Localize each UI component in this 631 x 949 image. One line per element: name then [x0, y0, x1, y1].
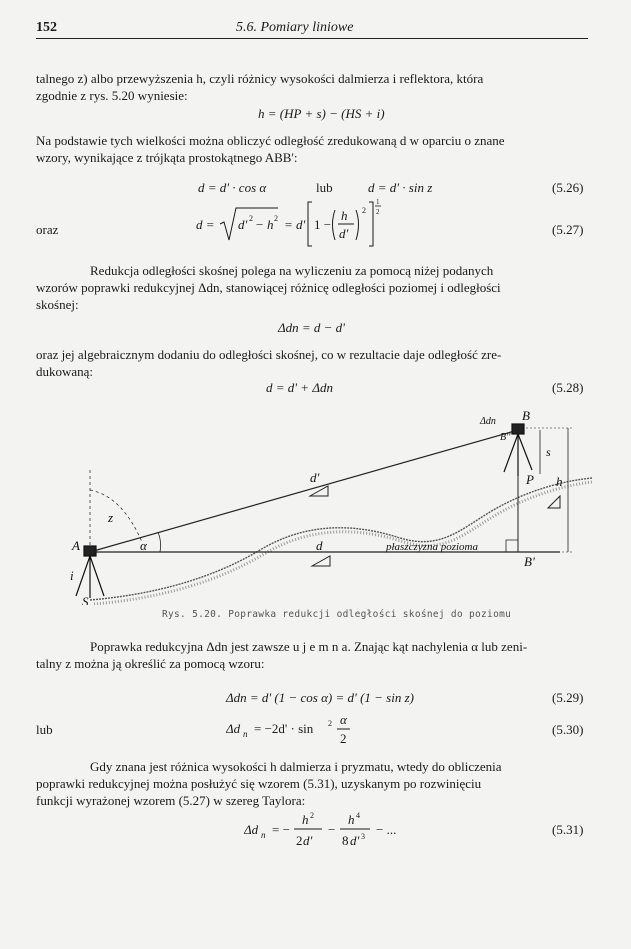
paragraph-line: funkcji wyrażonej wzorem (5.27) w szereg Taylora:: [36, 793, 306, 808]
svg-text:2: 2: [362, 206, 366, 215]
svg-text:−: −: [328, 822, 336, 837]
label-d: d: [316, 538, 323, 553]
svg-text:n: n: [261, 830, 266, 840]
svg-text:d': d': [339, 226, 349, 241]
label-i: i: [70, 568, 74, 583]
paragraph-6: [36, 758, 590, 809]
paragraph-line: wzory, wynikające z trójkąta prostokątnego ABB':: [36, 150, 298, 165]
triangle-symbol: [310, 486, 328, 496]
paragraph-line: Gdy znana jest różnica wysokości h dalmierza i pryzmatu, wtedy do obliczenia: [90, 759, 502, 774]
svg-text:2: 2: [249, 214, 253, 223]
svg-text:n: n: [243, 729, 248, 739]
terrain-profile: [90, 478, 592, 600]
header-rule: [36, 38, 588, 39]
equation-number: (5.29): [552, 690, 584, 705]
svg-text:2: 2: [310, 811, 314, 820]
paragraph-4: [36, 346, 590, 380]
svg-text:1 −: 1 −: [314, 217, 332, 232]
equation-5-30-side-word: lub: [36, 722, 53, 737]
paragraph-line: poprawki redukcyjnej można posłużyć się wzorem (5.31), uzyskanym po rozwinięciu: [36, 776, 482, 791]
tripod-A: [76, 546, 104, 598]
paragraph-line: Poprawka redukcyjna Δdn jest zawsze u j e m n a. Znając kąt nachylenia α lub zeni-: [90, 639, 528, 654]
equation-number: (5.26): [552, 180, 584, 195]
equation-5-30: [226, 710, 376, 754]
svg-text:d': d': [238, 217, 248, 232]
svg-text:h: h: [348, 812, 355, 827]
svg-text:8: 8: [342, 833, 349, 848]
zenith-arc: [90, 490, 142, 542]
label-dprime: d': [310, 470, 320, 485]
label-S: S: [82, 594, 89, 605]
label-dn: Δdn: [480, 416, 496, 427]
label-z: z: [108, 510, 114, 525]
svg-text:= −: = −: [272, 822, 290, 837]
svg-text:− ...: − ...: [376, 822, 397, 837]
figure-caption: Rys. 5.20. Poprawka redukcji odległości skośnej do poziomu: [162, 609, 512, 620]
label-alpha: α: [140, 538, 147, 553]
equation-dn: Δdn = d − d': [278, 320, 345, 335]
label-B: B: [522, 408, 530, 423]
equation-5-31: [244, 808, 424, 854]
paragraph-line: oraz jej algebraicznym dodaniu do odległości skośnej, co w rezultacie daje odległość zre-: [36, 347, 502, 362]
terrain-shade: [94, 482, 592, 604]
equation-h: h = (HP + s) − (HS + i): [258, 106, 385, 121]
paragraph-line: wzorów poprawki redukcyjnej Δdn, stanowiącej różnicę odległości poziomej i odległości: [36, 280, 501, 295]
alpha-arc: [158, 532, 161, 552]
section-title: 5.6. Pomiary liniowe: [236, 20, 354, 35]
paragraph-line: talny z można ją określić za pomocą wzoru:: [36, 656, 265, 671]
svg-text:Δd: Δd: [244, 822, 259, 837]
svg-text:α: α: [340, 712, 347, 727]
svg-text:2: 2: [274, 214, 278, 223]
page-number: 152: [36, 20, 57, 35]
svg-text:3: 3: [361, 832, 365, 841]
equation-number: (5.30): [552, 722, 584, 737]
equation-5-27: [194, 196, 384, 252]
svg-text:h: h: [302, 812, 309, 827]
svg-text:h: h: [267, 217, 274, 232]
equation-5-29: Δdn = d' (1 − cos α) = d' (1 − sin z): [226, 690, 414, 705]
label-A: A: [72, 538, 80, 553]
svg-text:d': d': [303, 833, 313, 848]
equation-5-27-side-word: oraz: [36, 222, 59, 237]
paragraph-line: dukowaną:: [36, 364, 94, 379]
paragraph-line: zgodnie z rys. 5.20 wyniesie:: [36, 88, 188, 103]
svg-text:Δd: Δd: [226, 721, 241, 736]
svg-text:= d': = d': [284, 217, 306, 232]
paragraph-line: Redukcja odległości skośnej polega na wyliczeniu za pomocą niżej podanych: [90, 263, 494, 278]
equation-5-26-left: d = d' · cos α: [198, 180, 267, 195]
label-plane: płaszczyzna pozioma: [386, 541, 478, 553]
figure-5-20: [60, 400, 600, 605]
svg-text:2: 2: [340, 731, 347, 746]
svg-text:2: 2: [296, 833, 303, 848]
svg-text:2: 2: [376, 208, 380, 216]
right-angle-mark: [506, 540, 518, 552]
label-h: h: [556, 474, 563, 489]
equation-number: (5.27): [552, 222, 584, 237]
label-Bpp: B'': [500, 432, 511, 443]
equation-5-26-right: d = d' · sin z: [368, 180, 433, 195]
svg-text:−: −: [256, 217, 264, 232]
svg-text:1: 1: [376, 198, 380, 206]
paragraph-line: Na podstawie tych wielkości można obliczyć odległość zredukowaną d w oparciu o znane: [36, 133, 505, 148]
equation-number: (5.28): [552, 380, 584, 395]
paragraph-line: talnego z) albo przewyższenia h, czyli różnicy wysokości dalmierza i reflektora, która: [36, 71, 484, 86]
paragraph-line: skośnej:: [36, 297, 79, 312]
paragraph-3: [36, 262, 590, 313]
label-P: P: [526, 472, 534, 487]
triangle-symbol: [312, 556, 330, 566]
paragraph-5: [36, 638, 590, 672]
equation-number: (5.31): [552, 822, 584, 837]
svg-text:d': d': [350, 833, 360, 848]
label-Bprime: B': [524, 554, 535, 569]
svg-text:= −2d' · sin: = −2d' · sin: [254, 721, 314, 736]
svg-text:2: 2: [328, 719, 332, 728]
label-s: s: [546, 445, 551, 459]
paragraph-2: [36, 132, 590, 166]
svg-text:h: h: [341, 208, 348, 223]
equation-5-26-connector: lub: [316, 180, 333, 195]
triangle-symbol: [548, 496, 560, 508]
paragraph-1: [36, 70, 590, 104]
svg-text:4: 4: [356, 811, 360, 820]
svg-text:d =: d =: [196, 217, 215, 232]
equation-5-28: d = d' + Δdn: [266, 380, 333, 395]
